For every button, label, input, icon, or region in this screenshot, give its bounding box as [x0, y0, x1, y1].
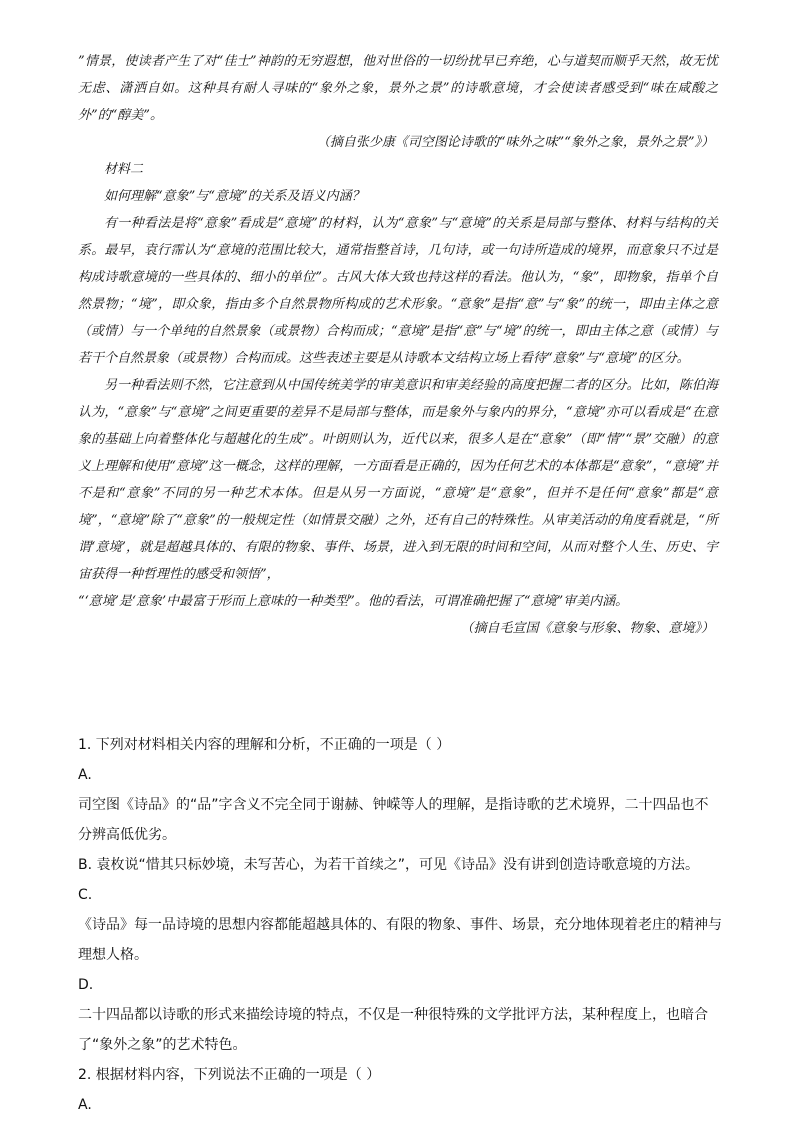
material-two-heading: 材料二: [104, 162, 144, 177]
material-two-question: 如何理解“意象”与“意境”的关系及语义内涵？: [104, 189, 365, 204]
question-1-option-a-text: 司空图《诗品》的“品”字含义不完全同于谢赫、钟嵘等人的理解，是指诗歌的艺术境界，二十四品也不分辨高低优劣。: [78, 797, 709, 843]
question-2-stem: 2. 根据材料内容，下列说法不正确的一项是（ ）: [78, 1067, 381, 1083]
material-two-paragraph-1: 有一种看法是将“意象”看成是“意境”的材料，认为“意象”与“意境”的关系是局部与整体、材料与结构的关系。最早，袁行霈认为“意境的范围比较大，通常指整首诗，几句诗，或一句诗所造成的境界，而意象只不过是构成诗歌意境的一些具体的、细小的单位”。古风大体大致也持这样的看法。他认为，“象”，即物象，指单个自然景物；“境”，即众象，指由多个自然景物所构成的艺术形象。“意象”是指“意”与“象”的统一，即由主体之意（或情）与一个单纯的自然景象（或景物）合构而成；“意境”是指“意”与“境”的统一，即由主体之意（或情）与若干个自然景象（或景物）合构而成。这些表述主要是从诗歌本文结构立场上看待“意象”与“意境”的区分。: [78, 216, 718, 366]
question-section: [78, 730, 722, 1120]
material-one-tail: [78, 48, 718, 156]
question-1-option-b[interactable]: B. 袁枚说“惜其只标妙境，未写苦心，为若干首续之”，可见《诗品》没有讲到创造诗歌意境的方法。: [78, 857, 700, 873]
material-two-paragraph-3: “‘意境’是‘意象’中最富于形而上意味的一种类型”。他的看法，可谓准确把握了“意境”审美内涵。: [78, 594, 629, 609]
material-two-source: （摘自毛宣国《意象与形象、物象、意境》）: [460, 621, 714, 636]
question-1-option-d-label[interactable]: D.: [78, 977, 94, 993]
question-1-option-a-label[interactable]: A.: [78, 767, 92, 783]
question-1-option-d-text: 二十四品都以诗歌的形式来描绘诗境的特点，不仅是一种很特殊的文学批评方法，某种程度上，也暗合了“象外之象”的艺术特色。: [78, 1007, 708, 1053]
question-2-option-a-label[interactable]: A.: [78, 1097, 92, 1113]
question-1-option-c-text: 《诗品》每一品诗境的思想内容都能超越具体的、有限的物象、事件、场景，充分地体现着老庄的精神与理想人格。: [78, 917, 722, 963]
material-two-paragraph-2: 另一种看法则不然，它注意到从中国传统美学的审美意识和审美经验的高度把握二者的区分。比如，陈伯海认为，“意象”与“意境”之间更重要的差异不是局部与整体，而是象外与象内的界分，“意境”亦可以看成是“在意象的基础上向着整体化与超越化的生成”。叶朗则认为，近代以来，很多人是在“意象”（即“情”“景”交融）的意义上理解和使用“意境”这一概念，这样的理解，一方面看是正确的，因为任何艺术的本体都是“意象”，“意境”并不是和“意象”不同的另一种艺术本体。但是从另一方面说，“意境”是“意象”，但并不是任何“意象”都是“意境”，“意境”除了“意象”的一般规定性（如情景交融）之外，还有自己的特殊性。从审美活动的角度看就是，“所谓‘意境’，就是超越具体的、有限的物象、事件、场景，进入到无限的时间和空间，从而对整个人生、历史、宇宙获得一种哲理性的感受和领悟”，: [78, 378, 718, 582]
material-one-source: （摘自张少康《司空图论诗歌的“味外之味”“象外之象，景外之景”》）: [316, 135, 714, 150]
material-two: [78, 156, 718, 642]
question-1-option-c-label[interactable]: C.: [78, 887, 93, 903]
material-one-paragraph: ”情景，使读者产生了对“佳士”神韵的无穷遐想，他对世俗的一切纷扰早已弃绝，心与道契而顺乎天然，故无忧无虑、潇洒自如。这种具有耐人寻味的“象外之象，景外之景”的诗歌意境，才会使读者感受到“味在咸酸之外”的“醇美”。: [78, 54, 718, 123]
question-1-stem: 1. 下列对材料相关内容的理解和分析，不正确的一项是（ ）: [78, 737, 451, 753]
